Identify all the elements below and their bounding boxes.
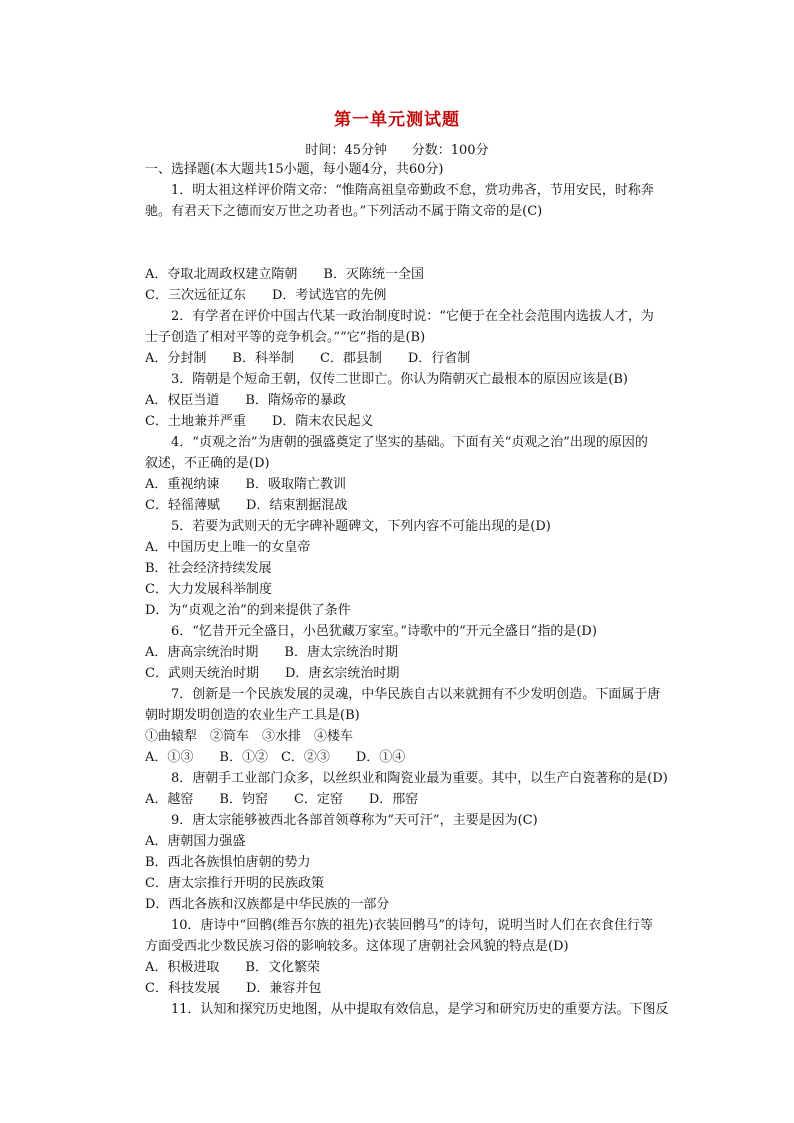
question-6-options-cd: C．武则天统治时期 D．唐玄宗统治时期: [145, 666, 400, 681]
question-4-options-ab: A．重视纳谏 B．吸取隋亡教训: [145, 477, 346, 492]
question-9-option-d: D．西北各族和汉族都是中华民族的一部分: [145, 897, 390, 912]
question-7-stem: 7．创新是一个民族发展的灵魂，中华民族自古以来就拥有不少发明创造。下面属于唐: [171, 687, 661, 702]
question-9-stem: 9．唐太宗能够被西北各部首领尊称为“天可汗”，主要是因为(C): [171, 813, 538, 828]
question-3-options-cd: C．土地兼并严重 D．隋末农民起义: [145, 414, 374, 429]
question-7-stem-cont: 朝时期发明创造的农业生产工具是(B): [145, 708, 360, 723]
page-title: 第一单元测试题: [334, 110, 460, 130]
question-7-options: A．①③ B．①② C．②③ D．①④: [145, 750, 406, 765]
question-3-stem: 3．隋朝是个短命王朝，仅传二世即亡。你认为隋朝灭亡最根本的原因应该是(B): [171, 372, 628, 387]
question-7-items: ①曲辕犁 ②筒车 ③水排 ④楼车: [145, 729, 354, 744]
question-5-option-c: C．大力发展科举制度: [145, 582, 272, 597]
question-10-stem: 10．唐诗中“回鹘(维吾尔族的祖先)衣装回鹘马”的诗句，说明当时人们在衣食住行等: [171, 918, 653, 933]
blank-space: [145, 222, 685, 264]
question-list: [145, 159, 685, 1020]
question-4-stem: 4．“贞观之治”为唐朝的强盛奠定了坚实的基础。下面有关“贞观之治”出现的原因的: [171, 435, 648, 450]
question-6-stem: 6．“忆昔开元全盛日，小邑犹藏万家室。”诗歌中的“开元全盛日”指的是(D): [171, 624, 597, 639]
question-9-option-a: A．唐朝国力强盛: [145, 834, 246, 849]
question-5-option-a: A．中国历史上唯一的女皇帝: [145, 540, 311, 555]
question-10-options-ab: A．积极进取 B．文化繁荣: [145, 960, 320, 975]
question-5-option-b: B．社会经济持续发展: [145, 561, 272, 576]
section-heading: 一、选择题(本大题共15小题，每小题4分，共60分): [145, 162, 444, 177]
question-6-options-ab: A．唐高宗统治时期 B．唐太宗统治时期: [145, 645, 398, 660]
question-1-options-cd: C．三次远征辽东 D．考试选官的先例: [145, 288, 387, 303]
question-2-stem: 2．有学者在评价中国古代某一政治制度时说：“它便于在全社会范围内选拔人才，为: [171, 309, 654, 324]
question-4-stem-cont: 叙述，不正确的是(D): [145, 456, 270, 471]
time-score-line: 时间：45分钟 分数：100分: [305, 143, 489, 158]
question-8-options: A．越窑 B．钧窑 C．定窑 D．邢窑: [145, 792, 419, 807]
question-2-stem-cont: 士子创造了相对平等的竞争机会。”“它”指的是(B): [145, 330, 426, 345]
question-10-options-cd: C．科技发展 D．兼容并包: [145, 981, 322, 996]
question-2-options: A．分封制 B．科举制 C．郡县制 D．行省制: [145, 351, 471, 366]
question-1-stem: 1．明太祖这样评价隋文帝：“惟隋高祖皇帝勤政不怠，赏功弗吝，节用安民，时称奔: [171, 183, 654, 198]
question-5-option-d: D．为“贞观之治”的到来提供了条件: [145, 603, 351, 618]
question-8-stem: 8．唐朝手工业部门众多，以丝织业和陶瓷业最为重要。其中，以生产白瓷著称的是(D): [171, 771, 668, 786]
question-1-options-ab: A．夺取北周政权建立隋朝 B．灭陈统一全国: [145, 267, 424, 282]
question-4-options-cd: C．轻徭薄赋 D．结束割据混战: [145, 498, 348, 513]
question-11-stem: 11．认知和探究历史地图，从中提取有效信息，是学习和研究历史的重要方法。下图反: [171, 1002, 669, 1017]
question-9-option-c: C．唐太宗推行开明的民族政策: [145, 876, 324, 891]
question-1-stem-cont: 驰。有君天下之德而安万世之功者也。”下列活动不属于隋文帝的是(C): [145, 204, 543, 219]
question-10-stem-cont: 方面受西北少数民族习俗的影响较多。这体现了唐朝社会风貌的特点是(D): [145, 939, 569, 954]
question-5-stem: 5．若要为武则天的无字碑补题碑文，下列内容不可能出现的是(D): [171, 519, 551, 534]
question-9-option-b: B．西北各族惧怕唐朝的势力: [145, 855, 311, 870]
question-3-options-ab: A．权臣当道 B．隋炀帝的暴政: [145, 393, 346, 408]
